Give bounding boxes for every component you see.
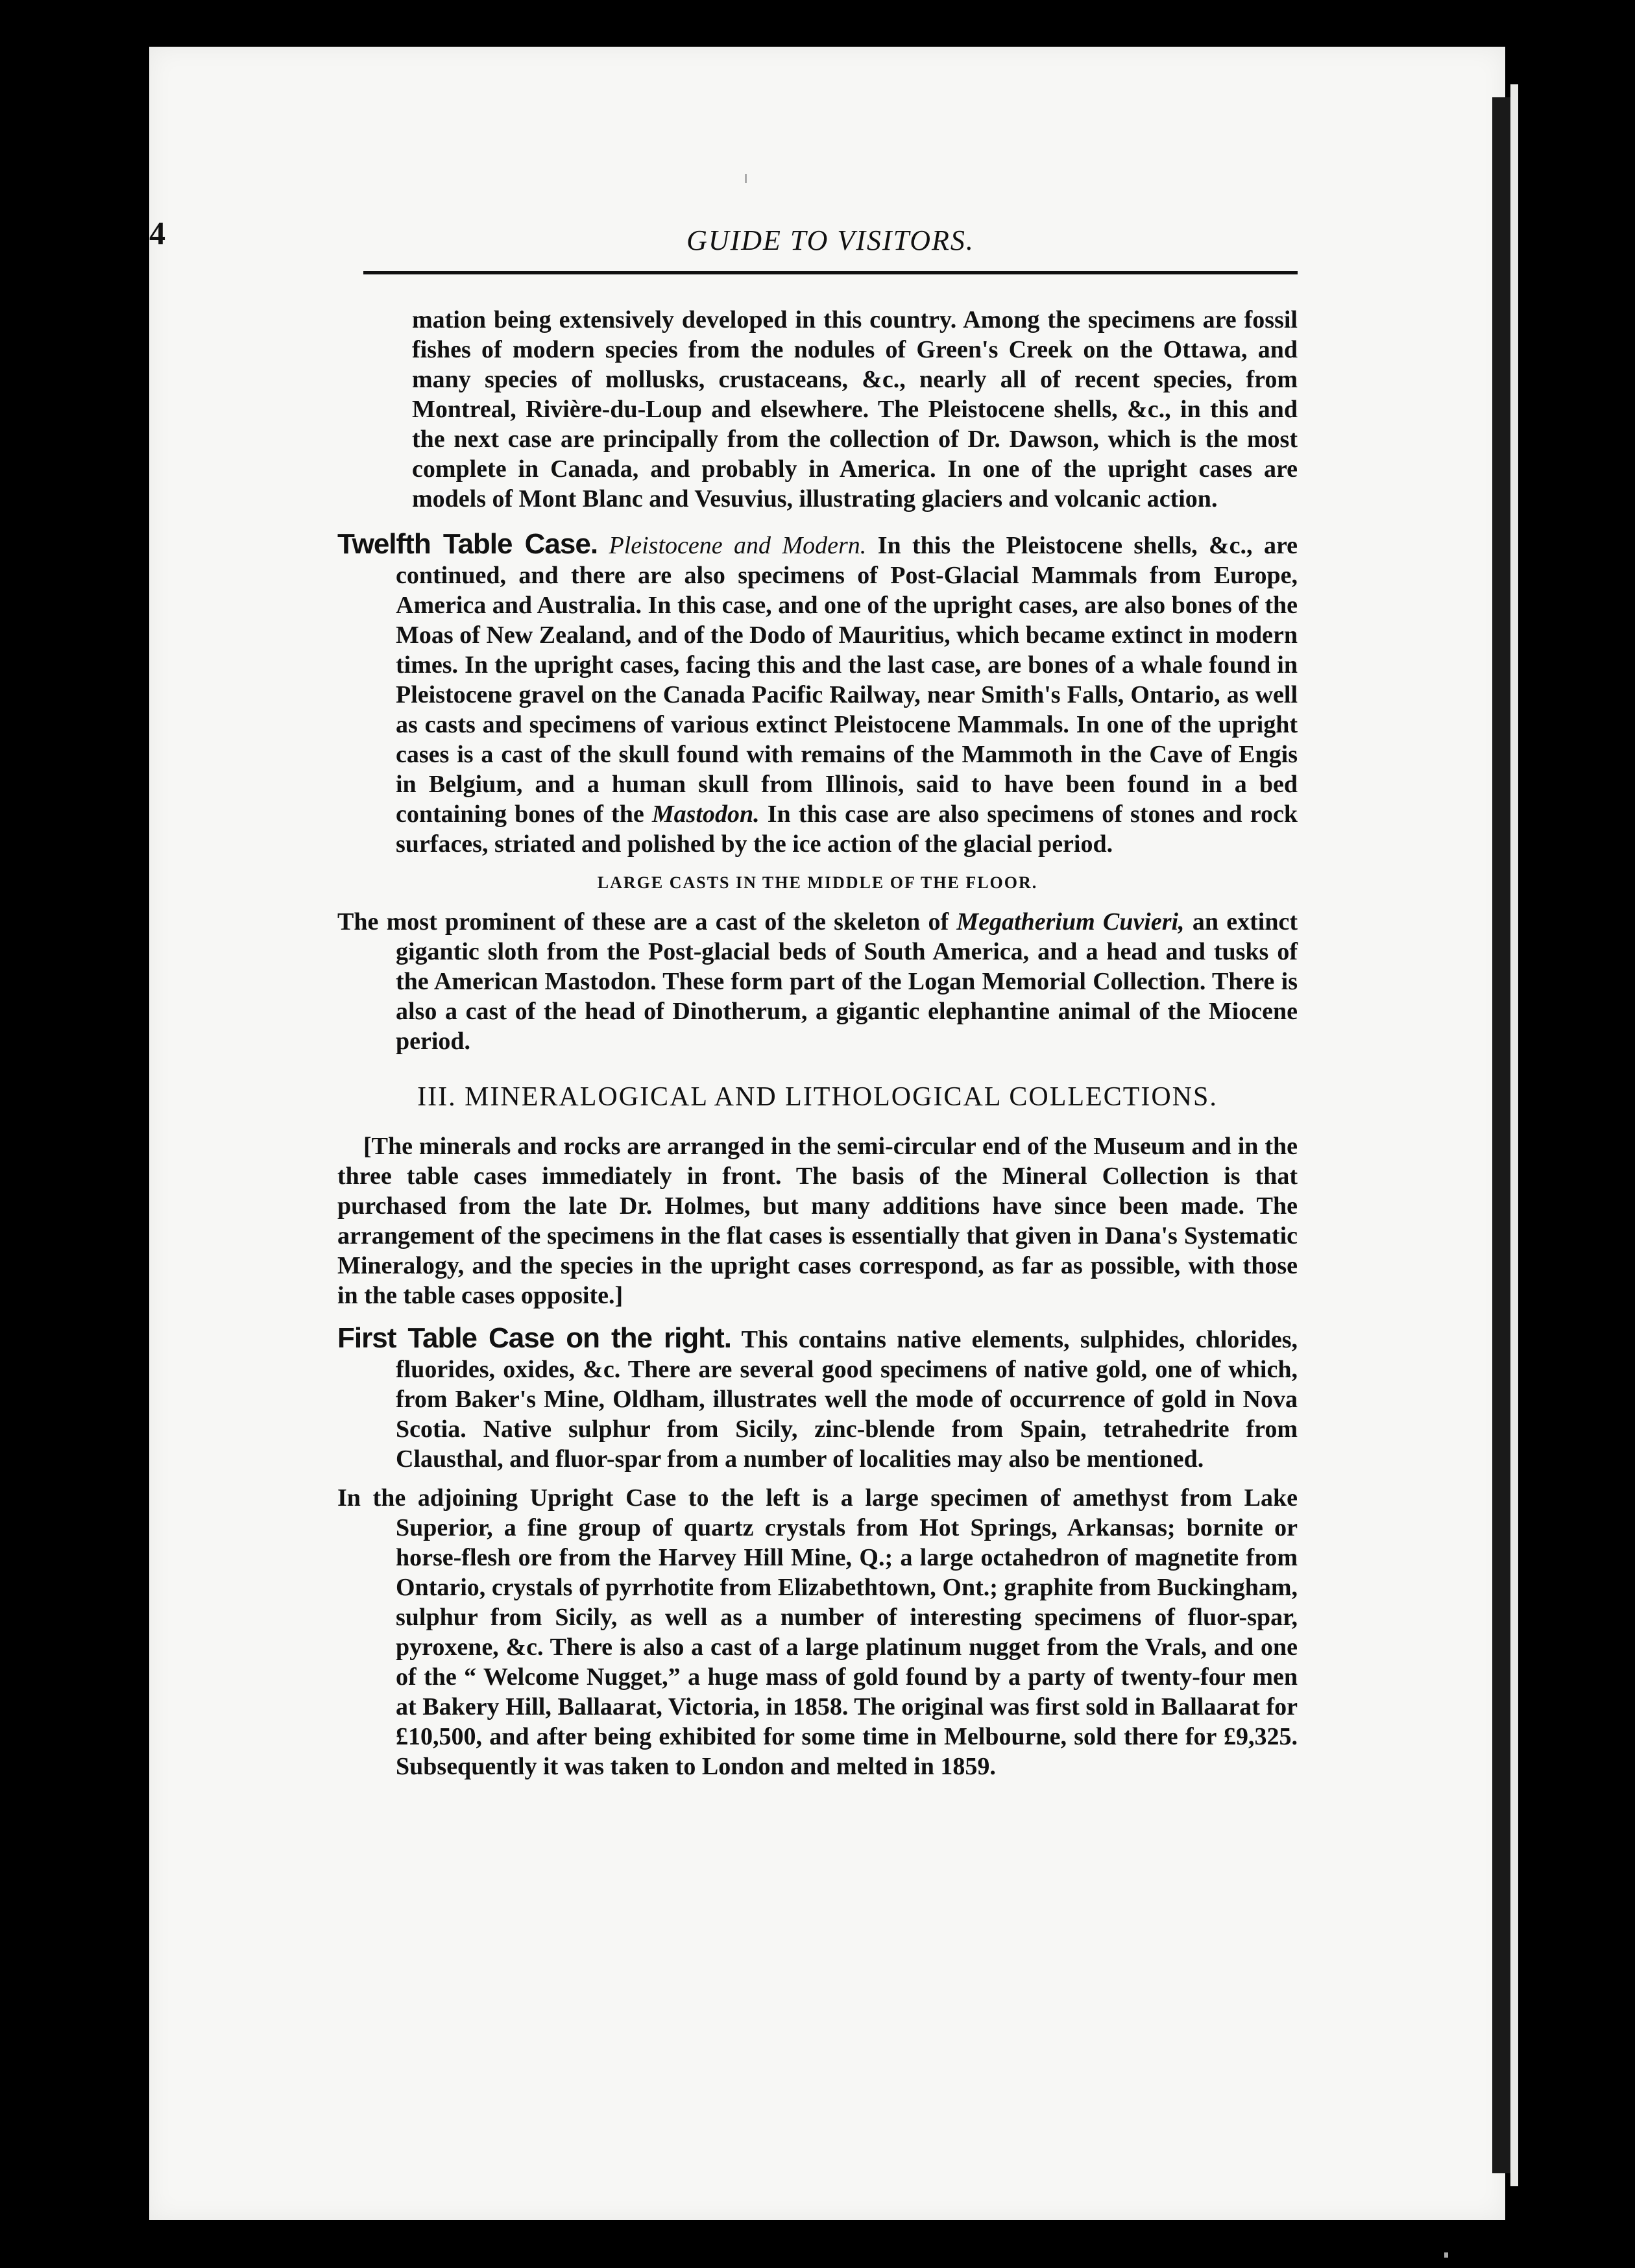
body-text-upper [337, 305, 1298, 1791]
twelfth-case-text-a: In this the Pleistocene shells, &c., are continued, and there are also specimens of Post-Glacial Mammals from Europe, America and Australia. In this case, and one of the upright cases, are also bones of the Moas of New Zealand, and of the Dodo of Mauritius, which became extinct in modern times. In the upright cases, facing this and the last case, are bones of a whale found in Pleistocene gravel on the Canada Pacific Railway, near Smith's Falls, Ontario, as well as casts and specimens of various extinct Pleistocene Mammals. In one of the upright cases is a cast of the skull found with remains of the Mammoth in the Cave of Engis in Belgium, and a human skull from Illinois, said to have been found in a bed containing bones of the [396, 532, 1298, 828]
page-number: 4 [149, 215, 165, 251]
large-casts-heading: LARGE CASTS IN THE MIDDLE OF THE FLOOR. [597, 873, 1038, 892]
paragraph-section-intro: [The minerals and rocks are arranged in the semi-circular end of the Museum and in the three table cases immediately in front. The basis of the Mineral Collection is that purchased from the late Dr. Holmes, but many additions have since been made. The arrangement of the specimens in the flat cases is essentially that given in Dana's Systematic Mineralogy, and the species in the upright cases correspond, as far as possible, with those in the table cases opposite.] [337, 1133, 1298, 1309]
paragraph-twelfth-case [337, 529, 1298, 859]
paragraph-continuation: mation being extensively developed in this country. Among the specimens are fossil fishes of modern species from the nodules of Green's Creek on the Ottawa, and many species of mollusks, crustaceans, &c., nearly all of recent species, from Montreal, Rivière-du-Loup and elsewhere. The Pleistocene shells, &c., in this and the next case are principally from the collection of Dr. Dawson, which is the most complete in Canada, and probably in America. In one of the upright cases are models of Mont Blanc and Vesuvius, illustrating glaciers and volcanic action. [412, 306, 1298, 513]
twelfth-case-mastodon: Mastodon. [651, 801, 760, 828]
header-rule [363, 271, 1298, 274]
twelfth-case-text-b: In this case are also specimens of stones and rock surfaces, striated and polished by the ice action of the glacial period. [396, 801, 1298, 858]
twelfth-case-subtitle: Pleistocene and Modern. [609, 532, 867, 559]
large-casts-text-b: an extinct gigantic sloth from the Post-glacial beds of South America, and a head and tusks of the American Mastodon. These form part of the Logan Memorial Collection. There is also a cast of the head of Dinotherum, a gigantic elephantine animal of the Miocene period. [396, 908, 1298, 1055]
paragraph-large-casts [337, 907, 1298, 1056]
scan-speck [1444, 2252, 1448, 2258]
running-title: GUIDE TO VISITORS. [686, 224, 975, 256]
section-title: III. MINERALOGICAL AND LITHOLOGICAL COLLECTIONS. [417, 1082, 1218, 1112]
twelfth-case-heading: Twelfth Table Case. [337, 528, 598, 560]
scan-gutter [1492, 97, 1510, 2173]
paragraph-upright-case: In the adjoining Upright Case to the left is a large specimen of amethyst from Lake Superior, a fine group of quartz crystals from Hot Springs, Arkansas; bornite or horse-flesh ore from the Harvey Hill Mine, Q.; a large octahedron of magnetite from Ontario, crystals of pyrrhotite from Elizabethtown, Ont.; graphite from Buckingham, sulphur from Sicily, as well as a number of interesting specimens of fluor-spar, pyroxene, &c. There is also a cast of a large platinum nugget from the Vrals, and one of the “ Welcome Nugget,” a huge mass of gold found by a party of twenty-four men at Bakery Hill, Ballaarat, Victoria, in 1858. The original was first sold in Ballaarat for £10,500, and after being exhibited for some time in Melbourne, sold there for £9,325. Subsequently it was taken to London and melted in 1859. [337, 1484, 1298, 1780]
large-casts-species: Megatherium Cuvieri, [956, 908, 1185, 935]
first-case-heading: First Table Case on the right. [337, 1322, 732, 1354]
paragraph-first-case [337, 1323, 1298, 1474]
scan-speck [745, 174, 747, 183]
first-case-text: This contains native elements, sulphides, chlorides, fluorides, oxides, &c. There are several good specimens of native gold, one of which, from Baker's Mine, Oldham, illustrates well the mode of occurrence of gold in Nova Scotia. Native sulphur from Sicily, zinc-blende from Spain, tetrahedrite from Clausthal, and fluor-spar from a number of localities may also be mentioned. [396, 1326, 1298, 1473]
scan-page-edge [1510, 84, 1518, 2186]
large-casts-text-a: The most prominent of these are a cast of the skeleton of [337, 908, 949, 935]
